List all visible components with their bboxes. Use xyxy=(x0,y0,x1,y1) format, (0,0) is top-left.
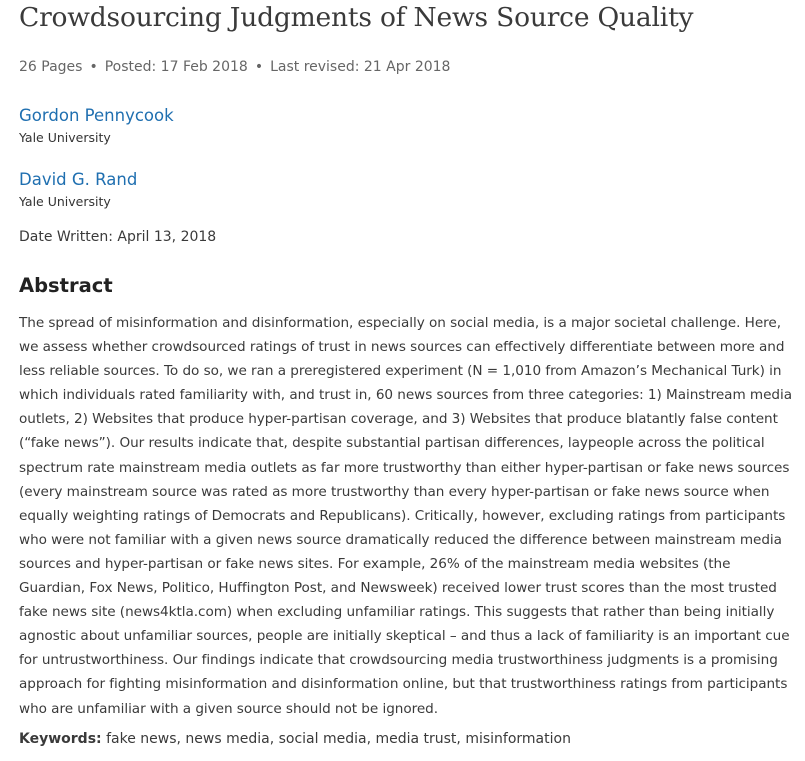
author-link[interactable]: David G. Rand xyxy=(19,170,138,189)
keywords-line xyxy=(19,731,571,747)
keywords-list: fake news, news media, social media, media trust, misinformation xyxy=(106,731,571,747)
author-entry xyxy=(19,170,137,209)
posted-date: Posted: 17 Feb 2018 xyxy=(104,59,248,75)
author-affiliation: Yale University xyxy=(19,130,111,145)
page-count: 26 Pages xyxy=(19,59,83,75)
keywords-label: Keywords: xyxy=(19,731,102,747)
abstract-heading: Abstract xyxy=(19,274,113,297)
date-written: Date Written: April 13, 2018 xyxy=(19,229,217,245)
abstract-text: The spread of misinformation and disinformation, especially on social media, is a major societal challenge. Here, we assess whether crowdsourced ratings of trust in news sources can effectively differentiate between more and less reliable sources. To do so, we ran a preregistered experiment (N = 1,010 from Amazon’s Mechanical Turk) in which individuals rated familiarity with, and trust in, 60 news sources from three categories: 1) Mainstream media outlets, 2) Websites that produce hyper-partisan coverage, and 3) Websites that produce blatantly false content (“fake news”). Our results indicate that, despite substantial partisan differences, laypeople across the political spectrum rate mainstream media outlets as far more trustworthy than either hyper-partisan or fake news sources (every mainstream source was rated as more trustworthy than every hyper-partisan or fake news source when equally weighting ratings of Democrats and Republicans). Critically, however, excluding ratings from participants who were not familiar with a given news source dramatically reduced the difference between mainstream media sources and hyper-partisan or fake news sites. For example, 26% of the mainstream media websites (the Guardian, Fox News, Politico, Huffington Post, and Newsweek) received lower trust scores than the most trusted fake news site (news4ktla.com) when excluding unfamiliar ratings. This suggests that rather than being initially agnostic about unfamiliar sources, people are initially skeptical – and thus a lack of familiarity is an important cue for untrustworthiness. Our findings indicate that crowdsourcing media trustworthiness judgments is a promising approach for fighting misinformation and disinformation online, but that trustworthiness ratings from participants who are unfamiliar with a given source should not be ignored. xyxy=(19,315,793,717)
paper-title: Crowdsourcing Judgments of News Source Quality xyxy=(19,2,694,33)
author-entry xyxy=(19,106,174,145)
paper-meta xyxy=(19,59,450,75)
meta-separator: • xyxy=(89,59,98,75)
author-link[interactable]: Gordon Pennycook xyxy=(19,106,174,125)
meta-separator: • xyxy=(254,59,264,75)
author-affiliation: Yale University xyxy=(19,194,111,209)
revised-date: Last revised: 21 Apr 2018 xyxy=(270,59,451,75)
